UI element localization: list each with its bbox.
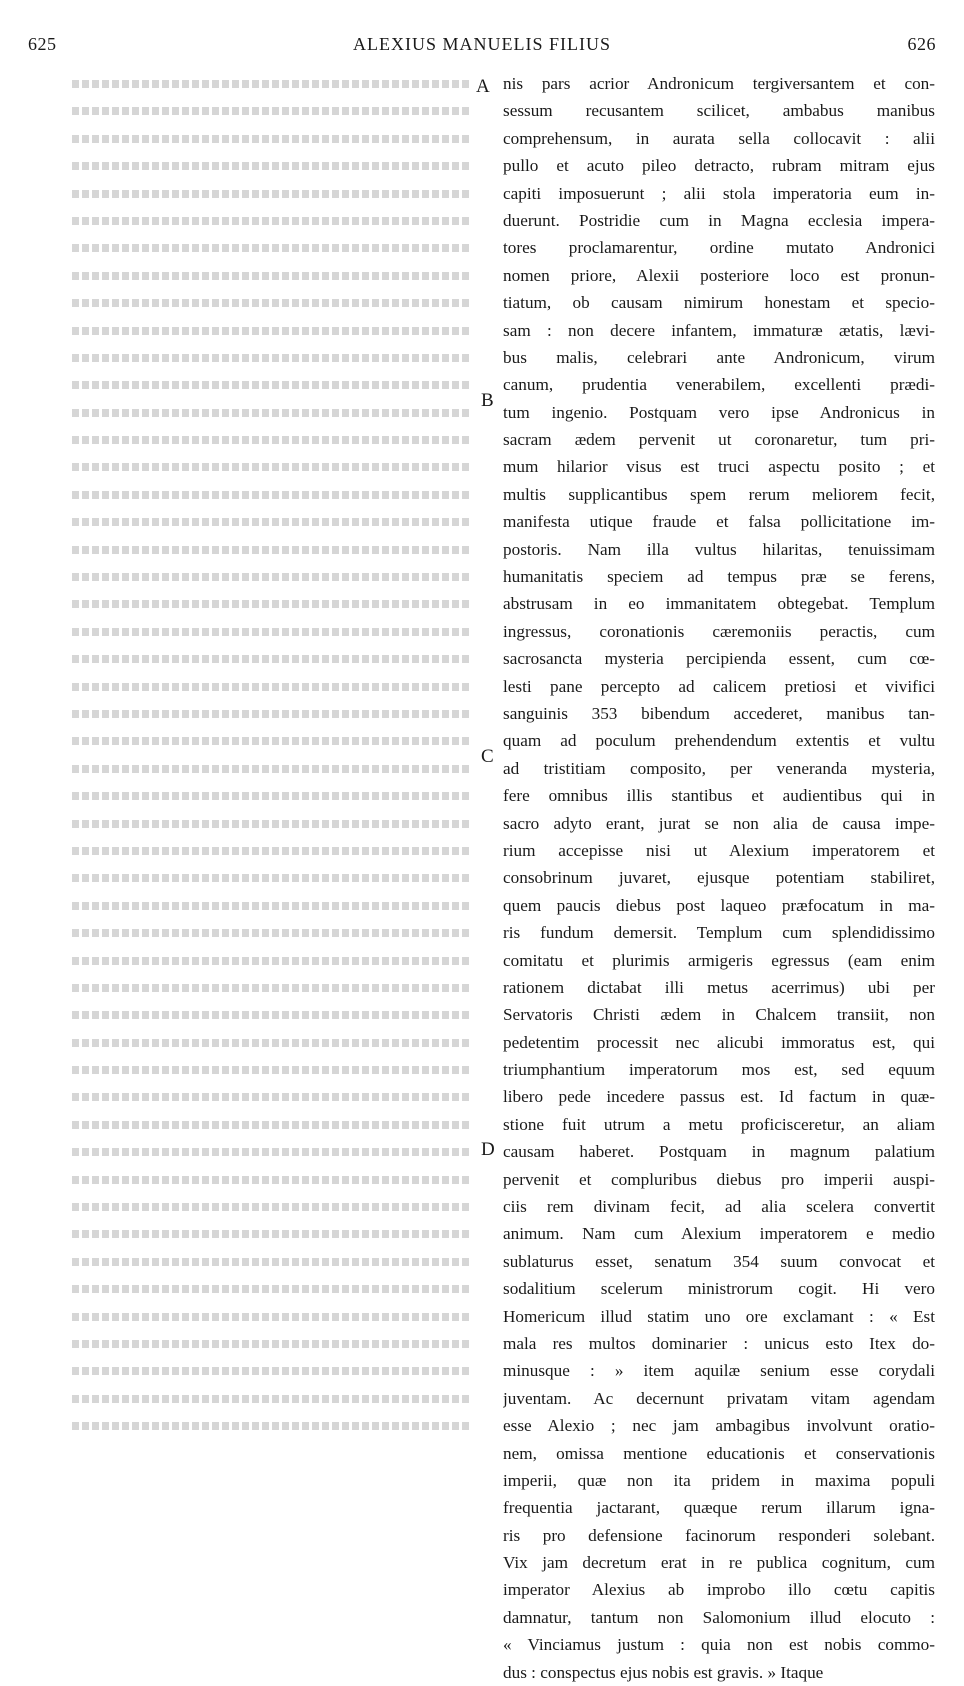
margin-section-letter-b: B — [481, 390, 494, 411]
latin-text-line: ris fundum demersit. Templum cum splendidissimo — [503, 923, 935, 943]
latin-text-line: sanguinis 353 bibendum accederet, manibus tan- — [503, 703, 935, 723]
greek-text-line-placeholder — [72, 152, 470, 179]
latin-text-line: sacrosancta mysteria percipienda essent, cum cœ- — [503, 649, 935, 669]
latin-text-line: imperator Alexius ab improbo illo cœtu capitis — [503, 1580, 935, 1600]
greek-text-line-placeholder — [72, 317, 470, 344]
latin-text-line: manifesta utique fraude et falsa pollicitatione im- — [503, 512, 935, 532]
latin-text-line: pervenit et compluribus diebus pro imperii auspi- — [503, 1169, 935, 1189]
latin-text-line: sessum recusantem scilicet, ambabus manibus — [503, 101, 935, 121]
latin-text-line: imperii, quæ non ita pridem in maxima populi — [503, 1470, 935, 1490]
latin-text-line: ris pro defensione facinorum responderi solebant. — [503, 1525, 935, 1545]
greek-text-line-placeholder — [72, 782, 470, 809]
latin-text-line: juventam. Ac decernunt privatam vitam agendam — [503, 1388, 935, 1408]
greek-text-line-placeholder — [72, 508, 470, 535]
latin-translation-column — [503, 70, 935, 1682]
greek-text-line-placeholder — [72, 1220, 470, 1247]
greek-text-line-placeholder — [72, 371, 470, 398]
greek-text-line-placeholder — [72, 1275, 470, 1302]
greek-text-line-placeholder — [72, 618, 470, 645]
latin-text-line: animum. Nam cum Alexium imperatorem e medio — [503, 1224, 935, 1244]
greek-text-line-placeholder — [72, 700, 470, 727]
latin-text-line: pullo et acuto pileo detracto, rubram mitram ejus — [503, 156, 935, 176]
latin-text-line: frequentia jactarant, quæque rerum illarum igna- — [503, 1498, 935, 1518]
latin-text-line: nomen priore, Alexii posteriore loco est pronun- — [503, 265, 935, 285]
latin-text-line: « Vinciamus justum : quia non est nobis commo- — [503, 1635, 935, 1655]
greek-text-line-placeholder — [72, 344, 470, 371]
latin-text-line: sodalitium scelerum ministrorum cogit. Hi vero — [503, 1279, 935, 1299]
greek-text-line-placeholder — [72, 1138, 470, 1165]
latin-text-line: mum hilarior visus est truci aspectu posito ; et — [503, 457, 935, 477]
latin-text-line: ingressus, coronationis cæremoniis peractis, cum — [503, 621, 935, 641]
latin-text-line: rationem dictabat illi metus acerrimus) ubi per — [503, 977, 935, 997]
margin-section-letter-a: A — [476, 76, 490, 97]
latin-text-line: quam ad poculum prehendendum extentis et vultu — [503, 731, 935, 751]
greek-text-line-placeholder — [72, 289, 470, 316]
latin-text-line: triumphantium imperatorum mos est, sed equum — [503, 1060, 935, 1080]
latin-text-line: sublaturus esset, senatum 354 suum convocat et — [503, 1251, 935, 1271]
latin-text-line: damnatur, tantum non Salomonium illud elocuto : — [503, 1607, 935, 1627]
greek-text-line-placeholder — [72, 919, 470, 946]
running-header — [28, 34, 936, 64]
latin-text-line: canum, prudentia venerabilem, excellenti prædi- — [503, 375, 935, 395]
latin-text-line: tiatum, ob causam nimirum honestam et specio- — [503, 293, 935, 313]
latin-text-line: lesti pane percepto ad calicem pretiosi et vivifici — [503, 676, 935, 696]
greek-text-line-placeholder — [72, 1248, 470, 1275]
greek-text-line-placeholder — [72, 453, 470, 480]
greek-text-line-placeholder — [72, 1166, 470, 1193]
greek-text-line-placeholder — [72, 70, 470, 97]
greek-text-line-placeholder — [72, 892, 470, 919]
latin-text-line: multis supplicantibus spem rerum meliorem fecit, — [503, 484, 935, 504]
greek-text-line-placeholder — [72, 837, 470, 864]
latin-text-line: stione fuit utrum a metu proficisceretur, an aliam — [503, 1114, 935, 1134]
greek-text-line-placeholder — [72, 1412, 470, 1439]
latin-text-line: Servatoris Christi ædem in Chalcem transiit, non — [503, 1005, 935, 1025]
greek-text-line-placeholder — [72, 563, 470, 590]
latin-text-line: dus : conspectus ejus nobis est gravis. » Itaque — [503, 1662, 824, 1682]
greek-text-line-placeholder — [72, 1303, 470, 1330]
greek-text-line-placeholder — [72, 1056, 470, 1083]
greek-text-line-placeholder — [72, 1385, 470, 1412]
greek-text-line-placeholder — [72, 536, 470, 563]
latin-text-line: capiti imposuerunt ; alii stola imperatoria eum in- — [503, 183, 935, 203]
greek-text-line-placeholder — [72, 481, 470, 508]
greek-text-line-placeholder — [72, 180, 470, 207]
latin-text-line: esse Alexio ; nec jam ambagibus involvunt oratio- — [503, 1416, 935, 1436]
greek-text-line-placeholder — [72, 97, 470, 124]
latin-text-line: postoris. Nam illa vultus hilaritas, tenuissimam — [503, 539, 935, 559]
greek-text-line-placeholder — [72, 234, 470, 261]
greek-text-line-placeholder — [72, 645, 470, 672]
latin-text-line: Vix jam decretum erat in re publica cognitum, cum — [503, 1553, 935, 1573]
latin-text-line: bus malis, celebrari ante Andronicum, virum — [503, 347, 935, 367]
greek-text-line-placeholder — [72, 974, 470, 1001]
latin-text-line: nem, omissa mentione educationis et conservationis — [503, 1443, 935, 1463]
latin-text-line: quem paucis diebus post laqueo præfocatum in ma- — [503, 895, 935, 915]
greek-text-line-placeholder — [72, 755, 470, 782]
latin-text-line: fere omnibus illis stantibus et audientibus qui in — [503, 786, 935, 806]
latin-text-line: ciis rem divinam fecit, ad alia scelera convertit — [503, 1197, 935, 1217]
latin-text-line: causam haberet. Postquam in magnum palatium — [503, 1142, 935, 1162]
greek-text-line-placeholder — [72, 426, 470, 453]
latin-text-line: rium accepisse nisi ut Alexium imperatorem et — [503, 840, 935, 860]
greek-text-line-placeholder — [72, 1193, 470, 1220]
greek-text-line-placeholder — [72, 1029, 470, 1056]
latin-text-line: abstrusam in eo immanitatem obtegebat. Templum — [503, 594, 935, 614]
latin-text-line: Homericum illud statim uno ore exclamant : « Est — [503, 1306, 935, 1326]
greek-text-line-placeholder — [72, 399, 470, 426]
greek-text-line-placeholder — [72, 947, 470, 974]
greek-text-line-placeholder — [72, 1357, 470, 1384]
latin-text-line: minusque : » item aquilæ senium esse corydali — [503, 1361, 935, 1381]
margin-section-letter-d: D — [481, 1139, 495, 1160]
latin-text-line: consobrinum juvaret, ejusque potentiam stabiliret, — [503, 868, 935, 888]
latin-text-line: sacro adyto erant, jurat se non alia de causa impe- — [503, 813, 935, 833]
latin-text-line: pedetentim processit nec alicubi immoratus est, qui — [503, 1032, 935, 1052]
greek-text-line-placeholder — [72, 1330, 470, 1357]
greek-text-line-placeholder — [72, 262, 470, 289]
greek-text-line-placeholder — [72, 1083, 470, 1110]
greek-text-line-placeholder — [72, 727, 470, 754]
latin-text-line: mala res multos dominarier : unicus esto Itex do- — [503, 1333, 935, 1353]
page-number-right: 626 — [907, 34, 936, 54]
latin-text-line: nis pars acrior Andronicum tergiversantem et con- — [503, 74, 935, 93]
greek-text-column — [72, 70, 470, 1450]
latin-text-line: comitatu et plurimis armigeris egressus (eam enim — [503, 950, 935, 970]
latin-text-line: comprehensum, in aurata sella collocavit : alii — [503, 128, 935, 148]
greek-text-line-placeholder — [72, 673, 470, 700]
latin-text-line: humanitatis speciem ad tempus præ se ferens, — [503, 567, 935, 587]
page-number-left: 625 — [28, 34, 57, 54]
latin-text-line: sacram ædem pervenit ut coronaretur, tum pri- — [503, 430, 935, 450]
greek-text-line-placeholder — [72, 810, 470, 837]
greek-text-line-placeholder — [72, 1001, 470, 1028]
greek-text-line-placeholder — [72, 207, 470, 234]
greek-text-line-placeholder — [72, 1111, 470, 1138]
latin-text-line: libero pede incedere passus est. Id factum in quæ- — [503, 1087, 935, 1107]
latin-text-line: tores proclamarentur, ordine mutato Andronici — [503, 238, 935, 258]
latin-text-line: duerunt. Postridie cum in Magna ecclesia impera- — [503, 210, 935, 230]
latin-text-line: ad tristitiam composito, per veneranda mysteria, — [503, 758, 935, 778]
greek-text-line-placeholder — [72, 590, 470, 617]
latin-text-line: sam : non decere infantem, immaturæ ætatis, lævi- — [503, 320, 935, 340]
greek-text-line-placeholder — [72, 125, 470, 152]
margin-section-letter-c: C — [481, 746, 494, 767]
greek-text-line-placeholder — [72, 864, 470, 891]
latin-text-line: tum ingenio. Postquam vero ipse Andronicus in — [503, 402, 935, 422]
running-title: ALEXIUS MANUELIS FILIUS — [353, 34, 611, 54]
